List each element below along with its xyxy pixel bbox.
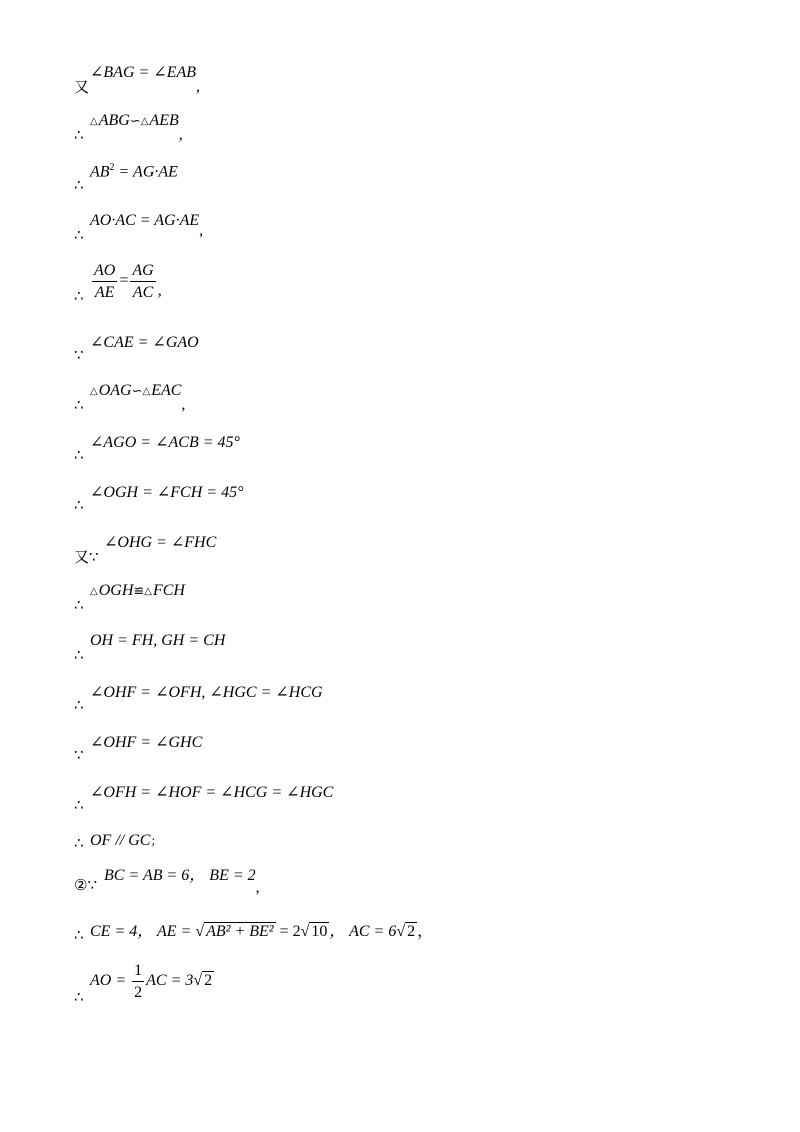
triangle-icon: △ [140, 116, 149, 127]
line-expression: ∠OGH = ∠FCH = 45° [90, 484, 244, 501]
triangle-icon: △ [90, 586, 98, 597]
line-expression: AO = $\frac{1}{2}$ AC = 3√ 2 [90, 962, 213, 1001]
line-prefix: ∴ [74, 446, 84, 464]
sqrt-icon: √ [300, 923, 310, 940]
line-prefix: ∵ [74, 346, 84, 364]
fraction-ao-ae: $\frac{AO}{AE}$ [94, 262, 116, 301]
line-expression: ∠OHF = ∠GHC [90, 734, 203, 751]
line-prefix: ∴ [74, 988, 84, 1006]
line-prefix: ∴ [74, 287, 84, 305]
triangle-icon: △ [142, 386, 151, 397]
line-prefix: ∴ [74, 696, 84, 714]
proof-line-11 [0, 582, 800, 622]
proof-line-7 [0, 382, 800, 422]
line-expression: ∠OHG = ∠FHC [104, 534, 217, 551]
fraction-one-half: $\frac{1}{2}$ [134, 962, 143, 1001]
proof-line-4 [0, 212, 800, 252]
proof-line-15 [0, 782, 800, 822]
line-expression: △OGH≌△FCH [90, 582, 185, 599]
proof-line-8 [0, 432, 800, 472]
triangle-icon: △ [90, 116, 98, 127]
proof-line-19 [0, 962, 800, 1012]
proof-line-10 [0, 532, 800, 572]
proof-line-12 [0, 632, 800, 672]
triangle-icon: △ [144, 586, 152, 597]
line-prefix: ∴ [74, 176, 84, 194]
line-prefix: ∴ [74, 496, 84, 514]
sqrt-icon: √ [193, 972, 203, 990]
proof-line-13 [0, 682, 800, 722]
line-prefix: ∴ [74, 226, 84, 244]
proof-line-3 [0, 162, 800, 202]
proof-line-9 [0, 482, 800, 522]
line-expression: $AB^2 = AG\cdot AE$ [90, 162, 178, 181]
line-expression: OF // GC； [90, 832, 163, 849]
line-prefix: ∴ [74, 126, 84, 144]
triangle-icon: △ [90, 386, 98, 397]
sqrt-icon: √ [396, 923, 406, 940]
line-expression: △ABG∽△AEB, [90, 112, 183, 143]
proof-line-5 [0, 262, 800, 312]
line-prefix: ∵ [74, 746, 84, 764]
line-prefix: 又 [74, 78, 90, 96]
line-prefix: ∴ [74, 596, 84, 614]
line-expression: ∠OHF = ∠OFH, ∠HGC = ∠HCG [90, 684, 323, 701]
proof-line-1 [0, 62, 800, 102]
line-prefix: ∴ [74, 796, 84, 814]
line-expression: ∠AGO = ∠ACB = 45° [90, 434, 240, 451]
proof-line-14 [0, 732, 800, 772]
proof-line-18 [0, 916, 800, 956]
proof-line-2 [0, 112, 800, 152]
proof-line-17 [0, 862, 800, 902]
line-expression: ∠OFH = ∠HOF = ∠HCG = ∠HGC [90, 784, 334, 801]
fraction-ag-ac: $\frac{AG}{AC}$ [132, 262, 154, 301]
sqrt-icon: √ [195, 923, 205, 940]
line-expression: CE = 4， AE = √ AB² + BE² = 2√ 10 ， AC = 6√ 2 ， [90, 923, 434, 940]
line-prefix: 又∵ [74, 548, 99, 566]
line-expression: ∠CAE = ∠GAO [90, 334, 199, 351]
line-prefix: ∴ [74, 926, 84, 944]
line-prefix: ∴ [74, 646, 84, 664]
line-expression: ∠BAG = ∠EAB, [90, 64, 201, 95]
line-expression: AO·AC = AG·AE, [90, 212, 204, 239]
line-prefix: ∴ [74, 396, 84, 414]
line-prefix: ②∵ [74, 876, 97, 894]
line-expression: $\frac{AO}{AE}$ = $\frac{AG}{AC}$ , [94, 262, 162, 301]
proof-line-6 [0, 332, 800, 372]
line-expression: BC = AB = 6， BE = 2, [104, 867, 260, 896]
line-expression: OH = FH, GH = CH [90, 632, 226, 649]
line-expression: △OAG∽△EAC, [90, 382, 186, 413]
line-prefix: ∴ [74, 834, 84, 852]
